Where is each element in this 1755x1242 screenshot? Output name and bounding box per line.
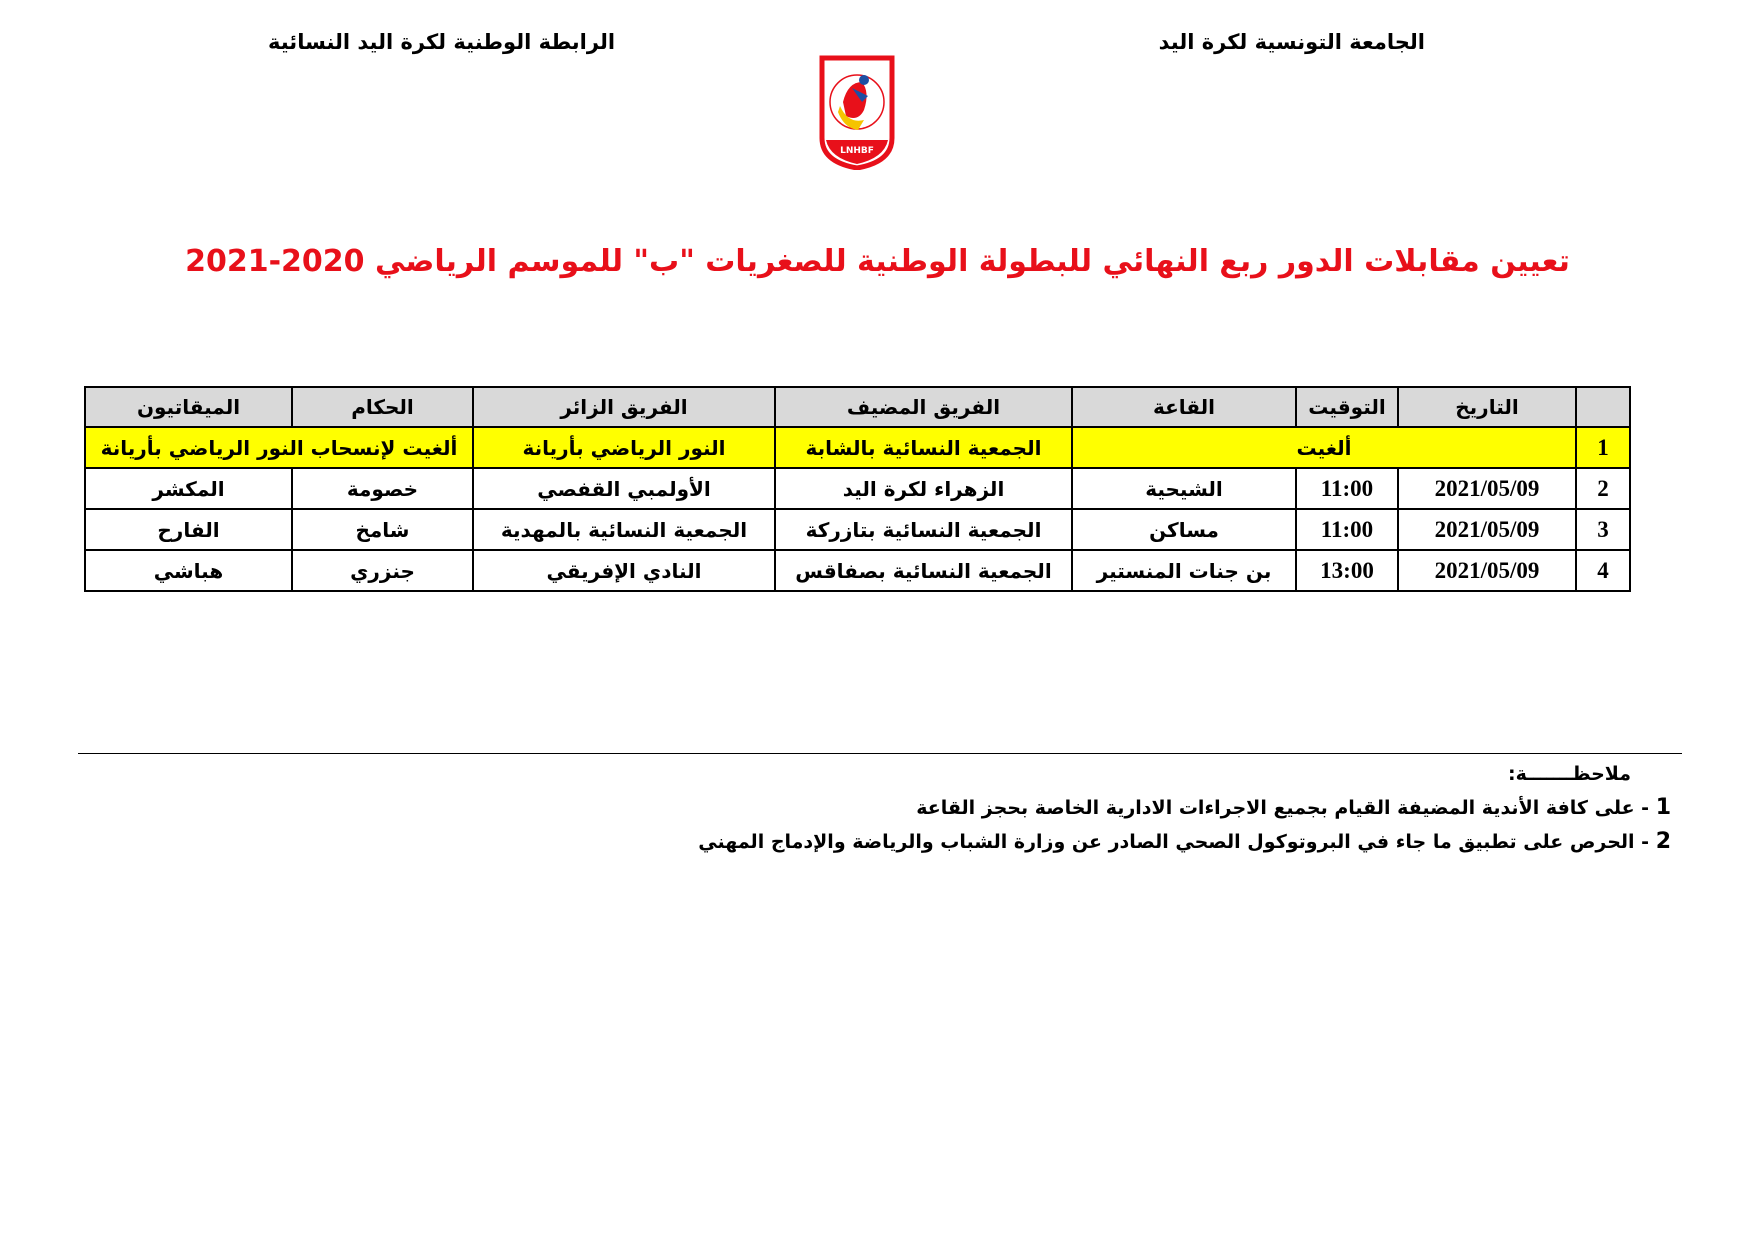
notes-section [671,758,1671,859]
cell-date: 2021/05/09 [1398,468,1576,509]
cell-hall: الشيحية [1072,468,1296,509]
league-name: الرابطة الوطنية لكرة اليد النسائية [268,30,616,54]
cell-time: 11:00 [1296,509,1398,550]
league-logo [818,52,896,170]
cell-hall: بن جنات المنستير [1072,550,1296,591]
cell-referees: شامخ [292,509,473,550]
table-row-cancelled [85,427,1630,468]
cell-num: 4 [1576,550,1630,591]
col-header-hall: القاعة [1072,387,1296,427]
cell-date: 2021/05/09 [1398,550,1576,591]
cell-referees: خصومة [292,468,473,509]
table-row [85,468,1630,509]
col-header-num [1576,387,1630,427]
note-item [671,791,1671,825]
note-text: - الحرص على تطبيق ما جاء في البروتوكول الصحي الصادر عن وزارة الشباب والرياضة والإدماج المهني [698,831,1656,853]
cell-away: الجمعية النسائية بالمهدية [473,509,775,550]
cell-away: النادي الإفريقي [473,550,775,591]
note-text: - على كافة الأندية المضيفة القيام بجميع الاجراءات الادارية الخاصة بحجز القاعة [916,797,1656,819]
cell-timekeepers: الفارح [85,509,292,550]
cell-timekeepers: هباشي [85,550,292,591]
cell-home: الجمعية النسائية بصفاقس [775,550,1072,591]
cell-time: 11:00 [1296,468,1398,509]
col-header-timekeepers: الميقاتيون [85,387,292,427]
cell-num: 3 [1576,509,1630,550]
note-item [671,825,1671,859]
table-header-row [85,387,1630,427]
page-title: تعيين مقابلات الدور ربع النهائي للبطولة الوطنية للصغريات "ب" للموسم الرياضي 2020-2021 [185,244,1570,279]
cell-home: الزهراء لكرة اليد [775,468,1072,509]
cell-referees: جنزري [292,550,473,591]
divider-line [78,753,1682,754]
cell-date: 2021/05/09 [1398,509,1576,550]
cell-time: 13:00 [1296,550,1398,591]
table-row [85,509,1630,550]
cell-away: النور الرياضي بأريانة [473,427,775,468]
cell-num: 1 [1576,427,1630,468]
logo-text: LNHBF [840,146,874,156]
col-header-referees: الحكام [292,387,473,427]
note-number: 1 [1655,795,1671,820]
cell-timekeepers: المكشر [85,468,292,509]
note-number: 2 [1655,829,1671,854]
notes-title: ملاحظـــــــة: [1508,763,1631,785]
federation-name: الجامعة التونسية لكرة اليد [1158,30,1425,54]
cell-away: الأولمبي القفصي [473,468,775,509]
cell-status: ألغيت [1072,427,1576,468]
cell-hall: مساكن [1072,509,1296,550]
col-header-time: التوقيت [1296,387,1398,427]
cell-cancel-note: ألغيت لإنسحاب النور الرياضي بأريانة [85,427,473,468]
col-header-home: الفريق المضيف [775,387,1072,427]
cell-home: الجمعية النسائية بالشابة [775,427,1072,468]
schedule-table [84,386,1629,592]
cell-num: 2 [1576,468,1630,509]
col-header-date: التاريخ [1398,387,1576,427]
col-header-away: الفريق الزائر [473,387,775,427]
table-row [85,550,1630,591]
cell-home: الجمعية النسائية بتازركة [775,509,1072,550]
